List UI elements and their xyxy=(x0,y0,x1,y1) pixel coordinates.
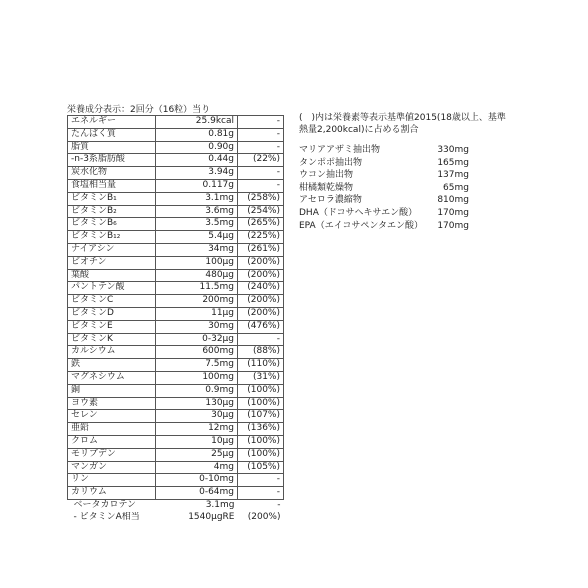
nutrient-percent: (200%) xyxy=(238,269,284,282)
nutrient-row xyxy=(68,435,284,448)
extract-row xyxy=(299,207,469,220)
nutrient-name: 銅 xyxy=(68,384,156,397)
nutrient-name: 亜鉛 xyxy=(68,423,156,436)
nutrient-row xyxy=(68,243,284,256)
nutrient-amount: 480μg xyxy=(156,269,238,282)
nutrient-amount: 0-10mg xyxy=(156,474,238,487)
nutrient-percent: - xyxy=(238,179,284,192)
nutrient-name: ビタミンK xyxy=(68,333,156,346)
nutrient-name: 脂質 xyxy=(68,141,156,154)
nutrient-row xyxy=(68,397,284,410)
nutrient-name: ビタミンB₂ xyxy=(68,205,156,218)
nutrient-amount: 10μg xyxy=(156,435,238,448)
nutrient-name: ナイアシン xyxy=(68,243,156,256)
nutrient-name: ヨウ素 xyxy=(68,397,156,410)
nutrient-row xyxy=(68,282,284,295)
nutrient-row xyxy=(68,141,284,154)
nutrient-amount: 1540μgRE xyxy=(188,511,235,522)
nutrient-row xyxy=(68,461,284,474)
extract-table xyxy=(299,144,469,232)
nutrient-amount: 3.94g xyxy=(156,167,238,180)
extract-name: EPA（エイコサペンタエン酸） xyxy=(299,220,423,231)
nutrient-name: - ビタミンA相当 xyxy=(73,511,140,522)
extract-amount: 137mg xyxy=(437,170,469,181)
nutrient-name: マグネシウム xyxy=(68,371,156,384)
nutrient-percent: - xyxy=(238,116,284,129)
nutrient-amount: 200mg xyxy=(156,295,238,308)
nutrient-amount: 5.4μg xyxy=(156,231,238,244)
nutrition-table xyxy=(67,115,284,524)
nutrient-name: カリウム xyxy=(68,487,156,500)
nutrient-percent: (107%) xyxy=(238,410,284,423)
nutrient-amount: 25μg xyxy=(156,448,238,461)
nutrient-percent: (100%) xyxy=(238,397,284,410)
nutrient-amount: 3.6mg xyxy=(156,205,238,218)
extract-amount: 330mg xyxy=(437,145,469,155)
nutrient-row xyxy=(68,448,284,461)
nutrient-percent: (265%) xyxy=(238,218,284,231)
nutrient-row xyxy=(68,320,284,333)
nutrient-amount: 0.44g xyxy=(156,154,238,167)
nutrient-row xyxy=(68,333,284,346)
nutrient-row xyxy=(68,269,284,282)
nutrient-name: マンガン xyxy=(68,461,156,474)
nutrient-row xyxy=(68,154,284,167)
nutrient-name: ビタミンB₁₂ xyxy=(68,231,156,244)
nutrient-percent: - xyxy=(238,333,284,346)
nutrient-row xyxy=(68,512,284,524)
nutrient-percent: (88%) xyxy=(238,346,284,359)
table-title: 栄養成分表示：2回分（16粒）当り xyxy=(67,105,211,115)
nutrient-percent: (31%) xyxy=(238,371,284,384)
nutrient-amount: 4mg xyxy=(156,461,238,474)
nutrient-row xyxy=(68,231,284,244)
extract-name: ウコン抽出物 xyxy=(299,170,354,181)
extract-row xyxy=(299,157,469,170)
nutrient-row xyxy=(68,295,284,308)
nutrient-amount: 12mg xyxy=(156,423,238,436)
nutrient-row xyxy=(68,205,284,218)
nutrient-row xyxy=(68,371,284,384)
extract-name: 柑橘類乾燥物 xyxy=(299,182,354,193)
nutrient-amount: 34mg xyxy=(156,243,238,256)
nutrient-percent: - xyxy=(238,128,284,141)
nutrient-percent: (110%) xyxy=(238,359,284,372)
nutrient-name: 葉酸 xyxy=(68,269,156,282)
nutrient-row xyxy=(68,192,284,205)
extract-row xyxy=(299,194,469,207)
nutrient-amount: 0.81g xyxy=(156,128,238,141)
nutrient-amount: 0-64mg xyxy=(156,487,238,500)
nutrient-percent: (100%) xyxy=(238,448,284,461)
nutrient-amount: 3.1mg xyxy=(205,499,235,510)
nutrient-percent: - xyxy=(238,487,284,500)
nutrient-row xyxy=(68,423,284,436)
extract-name: アセロラ濃縮物 xyxy=(299,195,362,206)
nutrient-percent: (22%) xyxy=(238,154,284,167)
nutrient-name: パントテン酸 xyxy=(68,282,156,295)
nutrient-name: クロム xyxy=(68,435,156,448)
nutrient-row xyxy=(68,179,284,192)
nutrient-row xyxy=(68,359,284,372)
nutrient-amount: 3.1mg xyxy=(156,192,238,205)
nutrient-percent: (261%) xyxy=(238,243,284,256)
nutrient-percent: (258%) xyxy=(238,192,284,205)
extract-amount: 170mg xyxy=(437,207,469,218)
extract-name: タンポポ抽出物 xyxy=(299,157,363,168)
extract-row xyxy=(299,169,469,182)
nutrient-percent: - xyxy=(238,167,284,180)
nutrient-name: ビタミンE xyxy=(68,320,156,333)
nutrient-percent: (200%) xyxy=(238,295,284,308)
nutrient-row xyxy=(68,256,284,269)
nutrient-row xyxy=(68,218,284,231)
nutrient-percent: (254%) xyxy=(238,205,284,218)
nutrient-amount: 3.5mg xyxy=(156,218,238,231)
reference-note: ( )内は栄養素等表示基準値2015(18歳以上、基準熱量2,200kcal)に占める割合 xyxy=(299,113,506,135)
nutrient-name: カルシウム xyxy=(68,346,156,359)
nutrient-amount: 7.5mg xyxy=(156,359,238,372)
extract-amount: 65mg xyxy=(443,182,469,193)
extract-amount: 170mg xyxy=(437,220,469,231)
nutrient-amount: 30μg xyxy=(156,410,238,423)
nutrient-amount: 100μg xyxy=(156,256,238,269)
nutrient-name: ビオチン xyxy=(68,256,156,269)
nutrient-name: ビタミンB₆ xyxy=(68,218,156,231)
nutrient-amount: 11μg xyxy=(156,307,238,320)
nutrient-amount: 11.5mg xyxy=(156,282,238,295)
nutrient-name: 食塩相当量 xyxy=(68,179,156,192)
nutrient-percent: - xyxy=(238,474,284,487)
nutrient-percent: (100%) xyxy=(238,384,284,397)
nutrient-row xyxy=(68,128,284,141)
nutrient-percent: (136%) xyxy=(238,423,284,436)
nutrient-row xyxy=(68,499,284,511)
nutrient-amount: 600mg xyxy=(156,346,238,359)
nutrient-name: たんぱく質 xyxy=(68,128,156,141)
nutrient-name: リン xyxy=(68,474,156,487)
nutrient-name: 鉄 xyxy=(68,359,156,372)
nutrient-amount: 0.90g xyxy=(156,141,238,154)
nutrient-name: ビタミンC xyxy=(68,295,156,308)
nutrient-row xyxy=(68,474,284,487)
nutrient-percent: (100%) xyxy=(238,435,284,448)
nutrient-percent: (200%) xyxy=(247,511,281,522)
nutrient-row xyxy=(68,487,284,500)
nutrient-amount: 100mg xyxy=(156,371,238,384)
nutrient-row xyxy=(68,384,284,397)
nutrient-percent: (225%) xyxy=(238,231,284,244)
nutrient-percent: (200%) xyxy=(238,256,284,269)
extract-amount: 165mg xyxy=(437,157,469,168)
nutrient-amount: 0.9mg xyxy=(156,384,238,397)
nutrient-row xyxy=(68,307,284,320)
nutrient-percent: (105%) xyxy=(238,461,284,474)
nutrient-name: ベータカロテン xyxy=(73,499,137,510)
nutrient-row xyxy=(68,346,284,359)
nutrient-row xyxy=(68,116,284,129)
nutrient-percent: - xyxy=(238,141,284,154)
nutrient-name: ビタミンD xyxy=(68,307,156,320)
nutrient-amount: 30mg xyxy=(156,320,238,333)
nutrient-percent: - xyxy=(277,499,281,510)
extract-row xyxy=(299,220,469,233)
nutrient-amount: 130μg xyxy=(156,397,238,410)
nutrient-name: 炭水化物 xyxy=(68,167,156,180)
extract-row xyxy=(299,182,469,195)
nutrient-row xyxy=(68,410,284,423)
extract-name: マリアアザミ抽出物 xyxy=(299,145,381,155)
extract-amount: 810mg xyxy=(437,195,469,206)
nutrient-row xyxy=(68,167,284,180)
nutrient-name: -n-3系脂肪酸 xyxy=(68,154,156,167)
nutrient-name: セレン xyxy=(68,410,156,423)
extract-name: DHA（ドコサヘキサエン酸） xyxy=(299,207,418,218)
nutrient-amount: 25.9kcal xyxy=(156,116,238,129)
nutrient-percent: (476%) xyxy=(238,320,284,333)
nutrient-percent: (200%) xyxy=(238,307,284,320)
nutrient-amount: 0-32μg xyxy=(156,333,238,346)
nutrient-name: モリブデン xyxy=(68,448,156,461)
nutrient-name: ビタミンB₁ xyxy=(68,192,156,205)
nutrient-percent: (240%) xyxy=(238,282,284,295)
nutrient-amount: 0.117g xyxy=(156,179,238,192)
nutrient-name: エネルギー xyxy=(68,116,156,129)
extract-row xyxy=(299,144,469,157)
